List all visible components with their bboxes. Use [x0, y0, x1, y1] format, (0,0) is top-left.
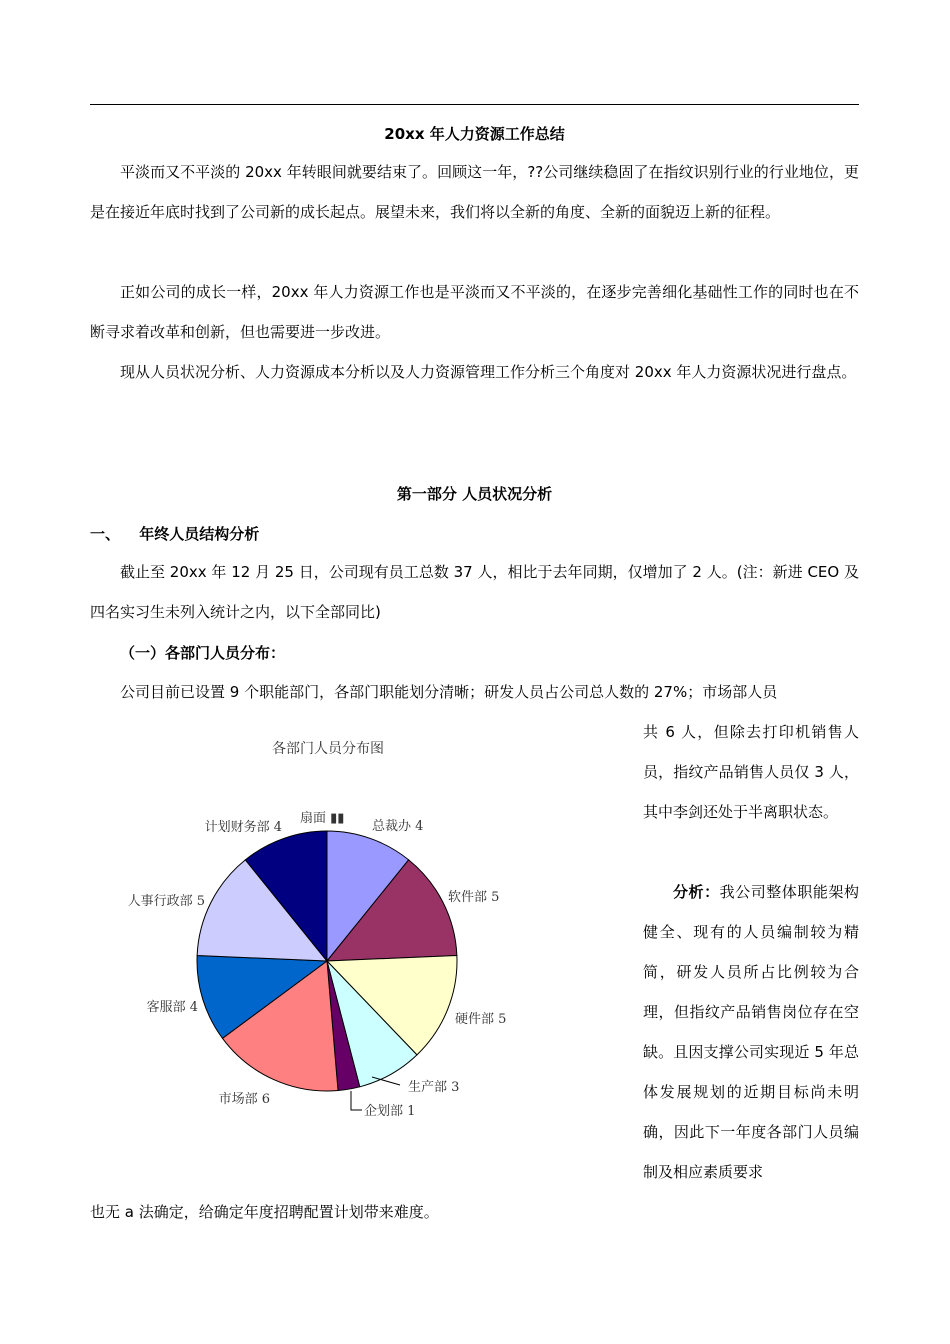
pie-label-8: 人事行政部 5	[127, 894, 205, 909]
pie-label-4: 生产部 3	[408, 1080, 460, 1095]
analysis-paragraph	[643, 872, 859, 1192]
chart-title: 各部门人员分布图	[272, 741, 384, 757]
pie-label-6: 市场部 6	[218, 1092, 270, 1107]
pie-label-5: 企划部 1	[364, 1104, 416, 1119]
section-label: 年终人员结构分析	[139, 525, 260, 543]
analysis-label: 分析：	[673, 883, 720, 901]
pie-label-0: 扇面 ▮▮	[300, 811, 345, 826]
staff-paragraph: 截止至 20xx 年 12 月 25 日，公司现有员工总数 37 人，相比于去年同期，仅增加了 2 人。(注：新进 CEO 及四名实习生未列入统计之内，以下全部同比)	[90, 563, 859, 621]
section-number: 一、	[90, 525, 121, 543]
pie-label-2: 软件部 5	[448, 890, 500, 905]
doc-title: 20xx 年人力资源工作总结	[384, 125, 565, 143]
leader-line-1	[351, 1091, 362, 1110]
final-line: 也无 a 法确定，给确定年度招聘配置计划带来难度。	[90, 1203, 439, 1221]
pie-label-3: 硬件部 5	[455, 1012, 507, 1027]
part-title: 第一部分 人员状况分析	[396, 485, 553, 503]
section-heading	[90, 523, 259, 544]
subsection-heading: （一）各部门人员分布：	[120, 644, 286, 662]
pie-label-7: 客服部 4	[146, 1000, 198, 1015]
intro-paragraph-3: 现从人员状况分析、人力资源成本分析以及人力资源管理工作分析三个角度对 20xx 年人力资源状况进行盘点。	[120, 363, 857, 381]
side-paragraph: 共 6 人，但除去打印机销售人员，指纹产品销售人员仅 3 人，其中李剑还处于半离职状态。	[643, 723, 859, 821]
dept-pie-chart	[110, 725, 590, 1135]
dept-paragraph-first-line: 公司目前已设置 9 个职能部门，各部门职能划分清晰；研发人员占公司总人数的 27%；市场部人员	[120, 683, 778, 701]
analysis-text: 我公司整体职能架构健全、现有的人员编制较为精简，研发人员所占比例较为合理，但指纹产品销售岗位存在空缺。且因支撑公司实现近 5 年总体发展规划的近期目标尚未明确，因此下一年度各部门人员编制及相应素质要求	[643, 883, 859, 1181]
pie-label-9: 计划财务部 4	[204, 820, 282, 835]
pie-label-1: 总裁办 4	[372, 819, 424, 834]
intro-paragraph-1: 平淡而又不平淡的 20xx 年转眼间就要结束了。回顾这一年，??公司继续稳固了在指纹识别行业的行业地位，更是在接近年底时找到了公司新的成长起点。展望未来，我们将以全新的角度、全新的面貌迈上新的征程。	[90, 163, 859, 221]
intro-paragraph-2: 正如公司的成长一样，20xx 年人力资源工作也是平淡而又不平淡的，在逐步完善细化基础性工作的同时也在不断寻求着改革和创新，但也需要进一步改进。	[90, 283, 859, 341]
header-rule	[90, 104, 859, 105]
